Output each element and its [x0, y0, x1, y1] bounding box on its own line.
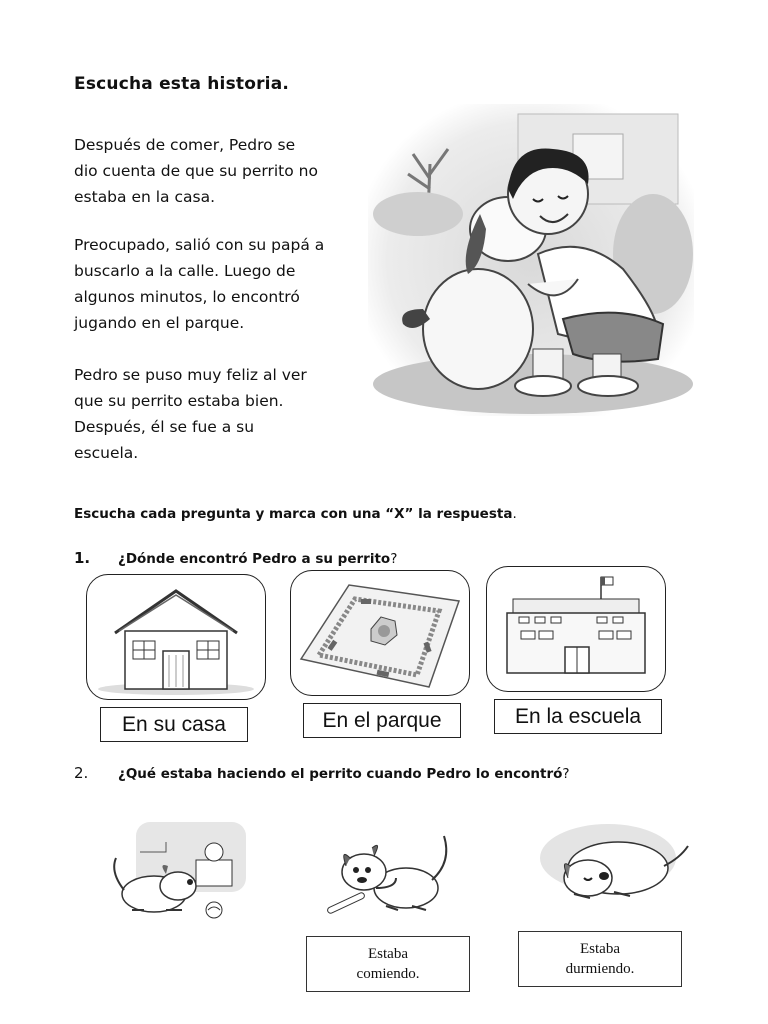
- instructions-end: .: [512, 506, 517, 522]
- dog-playing-picture-option[interactable]: [96, 812, 256, 932]
- school-picture-option[interactable]: [486, 566, 666, 692]
- house-picture-option[interactable]: [86, 574, 266, 700]
- worksheet-title: Escucha esta historia.: [74, 74, 290, 94]
- park-icon: [291, 571, 469, 695]
- question-1: [74, 549, 397, 567]
- story-line: algunos minutos, lo encontró: [74, 288, 300, 306]
- instructions: [74, 506, 517, 522]
- question-text: ¿Qué estaba haciendo el perrito cuando Pedro lo encontró: [118, 766, 563, 782]
- question-number: 2.: [74, 764, 89, 782]
- dog-sleeping-icon: [530, 818, 690, 938]
- instructions-text: Escucha cada pregunta y marca con una “X” la respuesta: [74, 506, 513, 522]
- dog-sleeping-picture-option[interactable]: [530, 818, 690, 938]
- dog-playing-icon: [96, 812, 256, 932]
- park-picture-option[interactable]: [290, 570, 470, 696]
- option-en-el-parque[interactable]: En el parque: [303, 703, 461, 738]
- dog-eating-icon: [306, 818, 466, 938]
- answer-line: Estaba: [580, 941, 620, 957]
- story-line: estaba en la casa.: [74, 188, 215, 206]
- house-icon: [87, 575, 265, 699]
- option-en-su-casa[interactable]: En su casa: [100, 707, 248, 742]
- option-en-la-escuela[interactable]: En la escuela: [494, 699, 662, 734]
- story-paragraph-3: [74, 362, 374, 466]
- story-line: Preocupado, salió con su papá a: [74, 236, 325, 254]
- answer-line: durmiendo.: [565, 961, 635, 977]
- story-paragraph-1: [74, 132, 374, 210]
- story-line: dio cuenta de que su perrito no: [74, 162, 318, 180]
- answer-estaba-comiendo[interactable]: [306, 936, 470, 992]
- school-icon: [487, 567, 665, 691]
- story-line: buscarlo a la calle. Luego de: [74, 262, 296, 280]
- story-line: Pedro se puso muy feliz al ver: [74, 366, 307, 384]
- story-line: escuela.: [74, 444, 139, 462]
- answer-estaba-durmiendo[interactable]: [518, 931, 682, 987]
- story-line: jugando en el parque.: [74, 314, 245, 332]
- story-paragraph-2: [74, 232, 374, 336]
- question-mark: ?: [390, 551, 398, 567]
- answer-line: Estaba: [368, 946, 408, 962]
- dog-eating-picture-option[interactable]: [306, 818, 466, 938]
- story-line: Después, él se fue a su: [74, 418, 255, 436]
- answer-line: comiendo.: [356, 966, 420, 982]
- question-number: 1.: [74, 549, 91, 567]
- question-2: [74, 764, 570, 782]
- question-mark: ?: [562, 766, 570, 782]
- story-line: Después de comer, Pedro se: [74, 136, 296, 154]
- boy-hugging-dog-illustration: [368, 104, 694, 416]
- story-line: que su perrito estaba bien.: [74, 392, 284, 410]
- question-text: ¿Dónde encontró Pedro a su perrito: [118, 551, 391, 567]
